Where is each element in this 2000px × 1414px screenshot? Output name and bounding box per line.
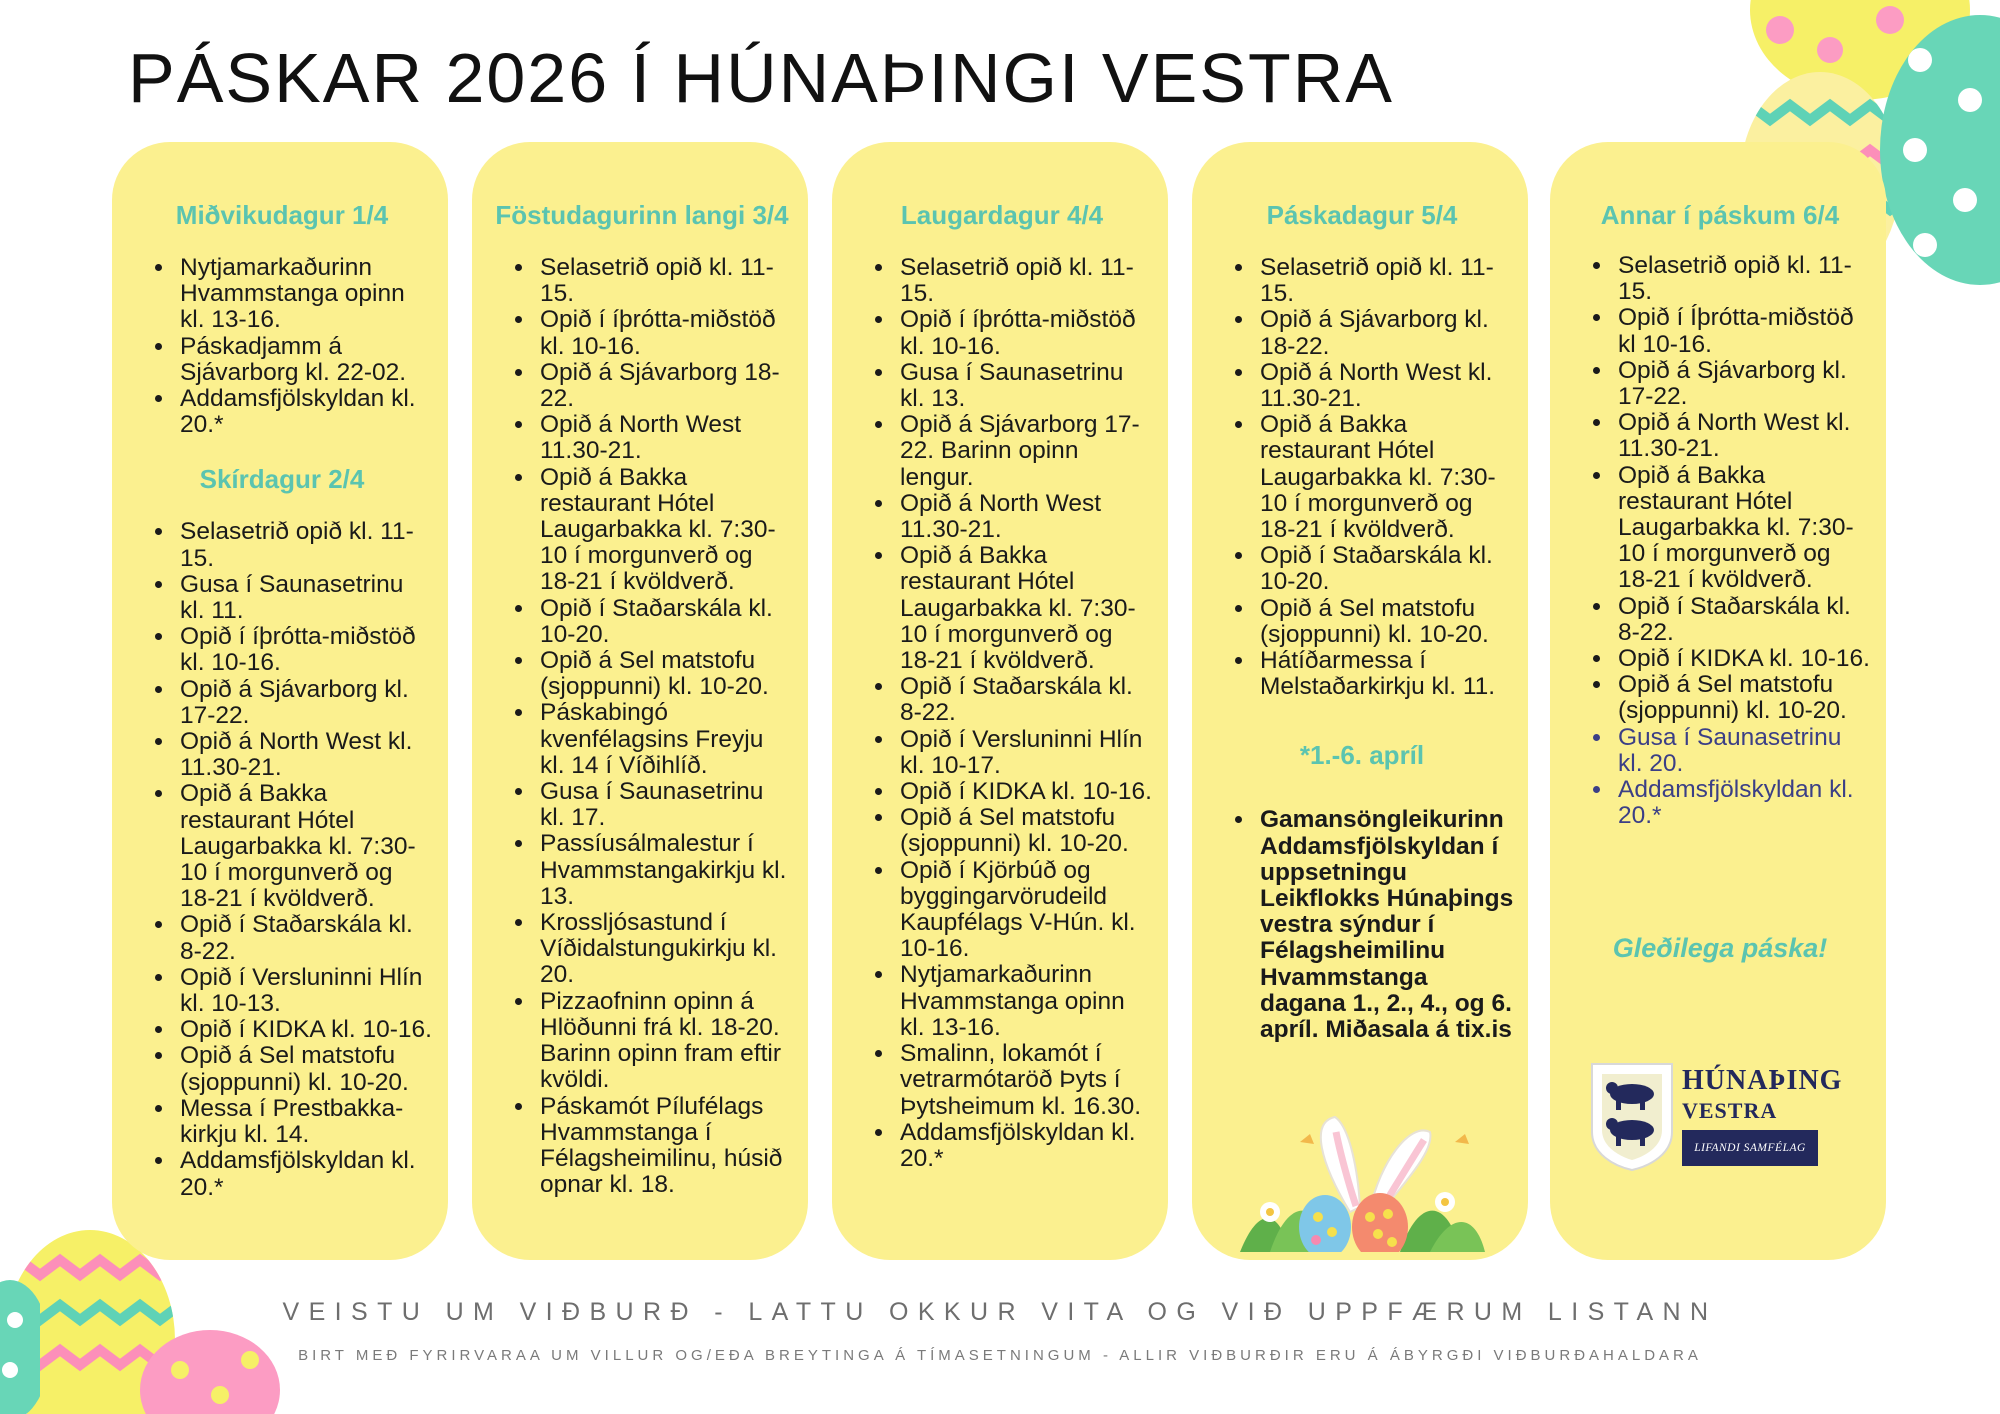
day-heading: Laugardagur 4/4: [900, 200, 1104, 230]
event-item: • Opið í KIDKA kl. 10-16.: [1614, 646, 1872, 672]
event-item: • Opið á Sel matstofu (sjoppunni) kl. 10-20.: [1256, 596, 1514, 648]
event-list: [850, 255, 1154, 1172]
event-item: • Gusa í Saunasetrinu kl. 13.: [896, 360, 1154, 412]
event-item: • Opið í KIDKA kl. 10-16.: [176, 1017, 434, 1043]
event-item: • Opið í Versluninni Hlín kl. 10-17.: [896, 727, 1154, 779]
event-item: • Addamsfjölskyldan kl. 20.*: [1614, 777, 1872, 829]
event-item: • Selasetrið opið kl. 11-15.: [536, 255, 794, 307]
event-item: • Opið á Sjávarborg kl. 17-22.: [1614, 358, 1872, 410]
event-item: • Selasetrið opið kl. 11-15.: [1614, 253, 1872, 305]
event-list: [130, 255, 434, 438]
day-heading: Skírdagur 2/4: [199, 464, 365, 495]
event-item: • Opið í Kjörbúð og byggingarvörudeild Kaupfélags V-Hún. kl. 10-16.: [896, 858, 1154, 963]
event-item: • Opið í Staðarskála kl. 8-22.: [176, 912, 434, 964]
day-heading: Páskadagur 5/4: [1266, 200, 1458, 230]
event-item: • Opið í íþrótta-miðstöð kl. 10-16.: [176, 624, 434, 676]
note-heading: *1.-6. apríl: [1299, 740, 1425, 771]
event-item: • Páskadjamm á Sjávarborg kl. 22-02.: [176, 334, 434, 386]
event-list: [1210, 255, 1514, 700]
day-card-5: [1550, 142, 1886, 1260]
day-heading: Miðvikudagur 1/4: [175, 200, 389, 230]
event-item: • Nytjamarkaðurinn Hvammstanga opinn kl. 13-16.: [176, 255, 434, 334]
logo-name: [1682, 1066, 1842, 1126]
note-list: [1210, 807, 1514, 1043]
event-item: • Opið á Sel matstofu (sjoppunni) kl. 10-20.: [896, 805, 1154, 857]
page-title: PÁSKAR 2026 Í HÚNAÞINGI VESTRA: [128, 39, 1394, 117]
event-item: • Opið á Sjávarborg 18-22.: [536, 360, 794, 412]
event-item: • Opið á Sel matstofu (sjoppunni) kl. 10-20.: [1614, 672, 1872, 724]
event-item: • Páskabingó kvenfélagsins Freyju kl. 14 í Víðihlíð.: [536, 700, 794, 779]
event-item: • Selasetrið opið kl. 11-15.: [176, 519, 434, 571]
day-card-4: [1192, 142, 1528, 1260]
event-item: • Opið á Sjávarborg kl. 18-22.: [1256, 307, 1514, 359]
event-list: [1568, 253, 1872, 829]
logo-name-line2: VESTRA: [1682, 1098, 1778, 1123]
day-card-3: [832, 142, 1168, 1260]
greeting-text: Gleðilega páska!: [1612, 933, 1828, 964]
event-item: • Addamsfjölskyldan kl. 20.*: [176, 1148, 434, 1200]
event-item: • Addamsfjölskyldan kl. 20.*: [176, 386, 434, 438]
event-item: • Opið á Bakka restaurant Hótel Laugarbakka kl. 7:30-10 í morgunverð og 18-21 í kvöldverð.: [536, 465, 794, 596]
event-item: • Opið á Bakka restaurant Hótel Laugarbakka kl. 7:30-10 í morgunverð og 18-21 í kvöldverð.: [176, 781, 434, 912]
event-item: • Opið á Sjávarborg 17-22. Barinn opinn lengur.: [896, 412, 1154, 491]
day-heading: Annar í páskum 6/4: [1600, 200, 1840, 230]
logo-name-line1: HÚNAÞING: [1682, 1065, 1843, 1096]
event-item: • Krossljósastund í Víðidalstungukirkju kl. 20.: [536, 910, 794, 989]
day-heading: Föstudagurinn langi 3/4: [495, 200, 789, 230]
day-card-2: [472, 142, 808, 1260]
event-item: • Nytjamarkaðurinn Hvammstanga opinn kl. 13-16.: [896, 962, 1154, 1041]
event-item: • Opið í Íþrótta-miðstöð kl 10-16.: [1614, 305, 1872, 357]
event-item: • Opið á Sjávarborg kl. 17-22.: [176, 677, 434, 729]
event-item: • Messa í Prestbakka-kirkju kl. 14.: [176, 1096, 434, 1148]
event-item: • Opið í Staðarskála kl. 10-20.: [536, 596, 794, 648]
note-item: • Gamansöngleikurinn Addamsfjölskyldan í uppsetningu Leikflokks Húnaþings vestra sýndur í Félagsheimilinu Hvammstanga dagana 1., 2., 4., og 6. apríl. Miðasala á tix.is: [1256, 807, 1514, 1043]
event-item: • Páskamót Pílufélags Hvammstanga í Félagsheimilinu, húsið opnar kl. 18.: [536, 1094, 794, 1199]
event-item: • Addamsfjölskyldan kl. 20.*: [896, 1120, 1154, 1172]
footer-disclaimer: BIRT MEÐ FYRIRVARAA UM VILLUR OG/EÐA BREYTINGA Á TÍMASETNINGUM - ALLIR VIÐBURÐIR ERU Á ÁBYRGÐI VIÐBURÐAHALDARA: [298, 1347, 1702, 1364]
logo-tagline: LIFANDI SAMFÉLAG: [1682, 1130, 1818, 1166]
event-item: • Opið á Bakka restaurant Hótel Laugarbakka kl. 7:30-10 í morgunverð og 18-21 í kvöldverð.: [1256, 412, 1514, 543]
event-item: • Selasetrið opið kl. 11-15.: [1256, 255, 1514, 307]
event-item: • Pizzaofninn opinn á Hlöðunni frá kl. 18-20. Barinn opinn fram eftir kvöldi.: [536, 989, 794, 1094]
day-card-1: [112, 142, 448, 1260]
event-item: • Opið á North West kl. 11.30-21.: [1256, 360, 1514, 412]
event-item: • Opið í íþrótta-miðstöð kl. 10-16.: [896, 307, 1154, 359]
event-item: • Gusa í Saunasetrinu kl. 20.: [1614, 725, 1872, 777]
easter-bunny-illustration: [1230, 1102, 1490, 1252]
event-item: • Opið í Versluninni Hlín kl. 10-13.: [176, 965, 434, 1017]
event-list: [130, 519, 434, 1200]
event-item: • Hátíðarmessa í Melstaðarkirkju kl. 11.: [1256, 648, 1514, 700]
event-item: • Gusa í Saunasetrinu kl. 11.: [176, 572, 434, 624]
event-item: • Opið í Staðarskála kl. 10-20.: [1256, 543, 1514, 595]
event-item: • Opið á Sel matstofu (sjoppunni) kl. 10-20.: [176, 1043, 434, 1095]
event-item: • Opið á North West kl. 11.30-21.: [176, 729, 434, 781]
event-item: • Opið í Staðarskála kl. 8-22.: [896, 674, 1154, 726]
footer-call-to-action: VEISTU UM VIÐBURÐ - LATTU OKKUR VITA OG VIÐ UPPFÆRUM LISTANN: [282, 1298, 1718, 1326]
event-item: • Opið á North West kl. 11.30-21.: [1614, 410, 1872, 462]
event-item: • Opið á North West 11.30-21.: [896, 491, 1154, 543]
event-item: • Opið í íþrótta-miðstöð kl. 10-16.: [536, 307, 794, 359]
event-item: • Opið á Bakka restaurant Hótel Laugarbakka kl. 7:30-10 í morgunverð og 18-21 í kvöldverð.: [896, 543, 1154, 674]
event-list: [490, 255, 794, 1198]
event-item: • Smalinn, lokamót í vetrarmótaröð Þyts í Þytsheimum kl. 16.30.: [896, 1041, 1154, 1120]
event-item: • Opið á Sel matstofu (sjoppunni) kl. 10-20.: [536, 648, 794, 700]
event-item: • Opið í KIDKA kl. 10-16.: [896, 779, 1154, 805]
event-item: • Gusa í Saunasetrinu kl. 17.: [536, 779, 794, 831]
event-item: • Selasetrið opið kl. 11-15.: [896, 255, 1154, 307]
event-item: • Passíusálmalestur í Hvammstangakirkju kl. 13.: [536, 831, 794, 910]
hunathing-vestra-logo: [1590, 1062, 1870, 1172]
event-item: • Opið á North West 11.30-21.: [536, 412, 794, 464]
event-item: • Opið á Bakka restaurant Hótel Laugarbakka kl. 7:30-10 í morgunverð og 18-21 í kvöldverð.: [1614, 463, 1872, 594]
event-item: • Opið í Staðarskála kl. 8-22.: [1614, 594, 1872, 646]
shield-logo-icon: [1590, 1062, 1674, 1172]
